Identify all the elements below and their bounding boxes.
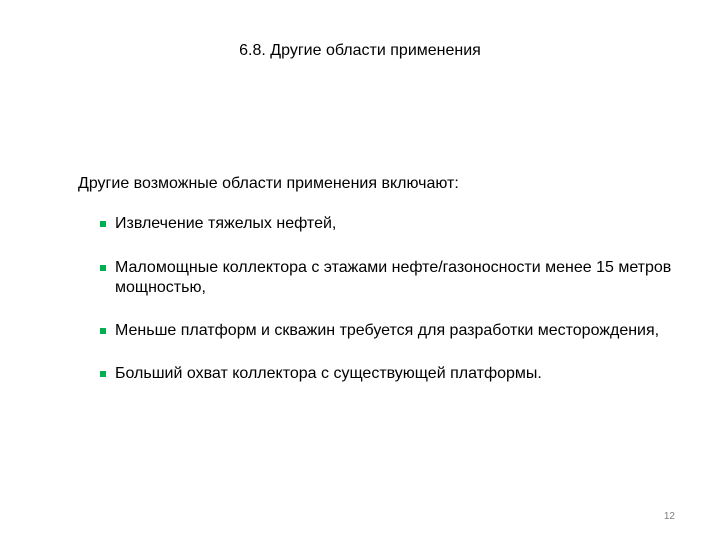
slide-title: 6.8. Другие области применения xyxy=(239,42,481,59)
bullet-square-icon xyxy=(100,221,106,227)
bullet-square-icon xyxy=(100,328,106,334)
bullet-item xyxy=(100,364,675,384)
intro-text: Другие возможные области применения включают: xyxy=(78,175,459,192)
bullet-text: Меньше платформ и скважин требуется для разработки месторождения, xyxy=(115,322,660,339)
bullet-list xyxy=(100,214,675,384)
page-number: 12 xyxy=(663,511,675,522)
bullet-text: Больший охват коллектора с существующей платформы. xyxy=(115,365,542,382)
bullet-item xyxy=(100,321,675,341)
bullet-text: Извлечение тяжелых нефтей, xyxy=(115,215,337,232)
bullet-text: Маломощные коллектора с этажами нефте/газоносности менее 15 метров мощностью, xyxy=(115,259,672,296)
bullet-item xyxy=(100,258,675,298)
bullet-square-icon xyxy=(100,265,106,271)
bullet-square-icon xyxy=(100,371,106,377)
bullet-item xyxy=(100,214,675,234)
